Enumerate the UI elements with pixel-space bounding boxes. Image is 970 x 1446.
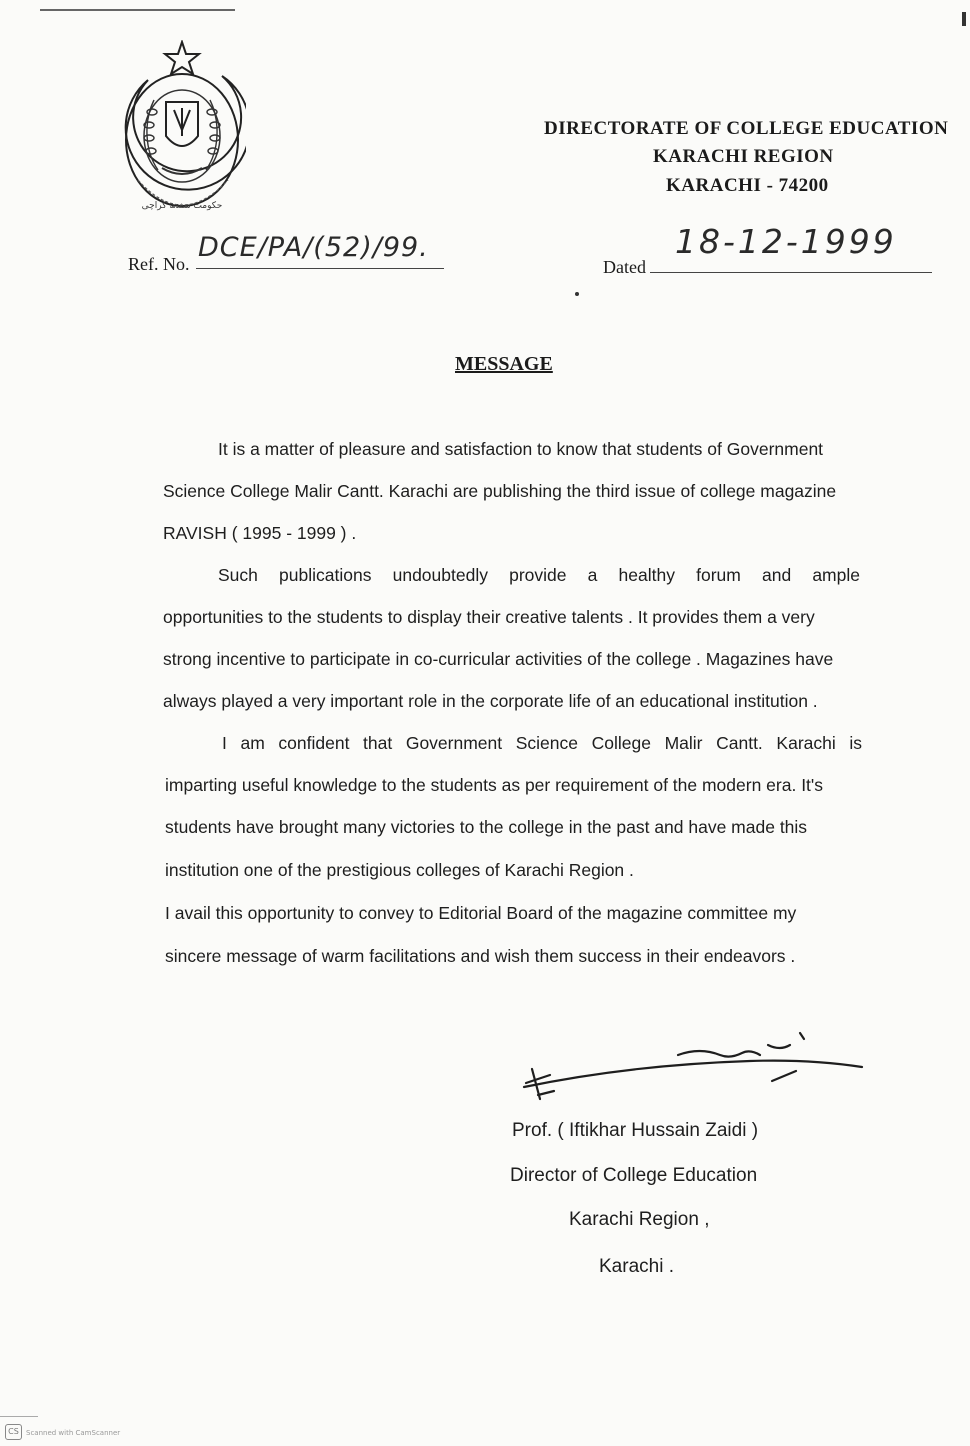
date-handwritten: 18-12-1999	[675, 222, 897, 261]
signatory-name: Prof. ( Iftikhar Hussain Zaidi )	[512, 1120, 759, 1141]
body-line: Such publications undoubtedly provide a healthy forum and ample	[218, 565, 860, 585]
letterhead-line-1: DIRECTORATE OF COLLEGE EDUCATION	[544, 118, 949, 139]
top-scan-rule	[40, 9, 235, 11]
body-line: sincere message of warm facilitations and wish them success in their endeavors .	[165, 946, 796, 966]
reference-number-handwritten: DCE/PA/(52)/99.	[198, 232, 429, 263]
scan-dot	[575, 292, 579, 296]
body-line: imparting useful knowledge to the students as per requirement of the modern era. It's	[165, 775, 824, 795]
camscanner-logo-icon: CS	[5, 1424, 22, 1440]
letterhead-line-3: KARACHI - 74200	[666, 175, 829, 196]
body-line: I am confident that Government Science College Malir Cantt. Karachi is	[222, 733, 862, 753]
date-label: Dated	[603, 257, 646, 277]
footer-rule	[0, 1416, 38, 1417]
body-line: RAVISH ( 1995 - 1999 ) .	[163, 523, 357, 543]
letterhead-line-2: KARACHI REGION	[653, 146, 834, 167]
handwritten-signature	[510, 1025, 870, 1105]
body-line: always played a very important role in the corporate life of an educational institution .	[163, 691, 818, 711]
body-line: institution one of the prestigious colleges of Karachi Region .	[165, 860, 634, 880]
message-title: MESSAGE	[455, 353, 553, 375]
body-line: Science College Malir Cantt. Karachi are publishing the third issue of college magazine	[163, 481, 837, 501]
body-line: I avail this opportunity to convey to Editorial Board of the magazine committee my	[165, 903, 797, 923]
reference-label: Ref. No.	[128, 254, 190, 274]
scanner-watermark: Scanned with CamScanner	[26, 1429, 121, 1437]
body-line: strong incentive to participate in co-curricular activities of the college . Magazines have	[163, 649, 834, 669]
seal-caption: حکومت سندھ کراچی	[141, 201, 223, 211]
scan-speck	[962, 12, 966, 26]
body-line: students have brought many victories to the college in the past and have made this	[165, 817, 808, 837]
government-seal-emblem	[118, 40, 246, 220]
date-underline	[650, 272, 932, 273]
signatory-designation: Director of College Education	[510, 1165, 758, 1186]
signatory-region: Karachi Region ,	[569, 1209, 710, 1230]
reference-underline	[196, 268, 444, 269]
body-line: opportunities to the students to display their creative talents . It provides them a very	[163, 607, 815, 627]
signatory-city: Karachi .	[599, 1256, 674, 1277]
body-line: It is a matter of pleasure and satisfaction to know that students of Government	[218, 439, 824, 459]
